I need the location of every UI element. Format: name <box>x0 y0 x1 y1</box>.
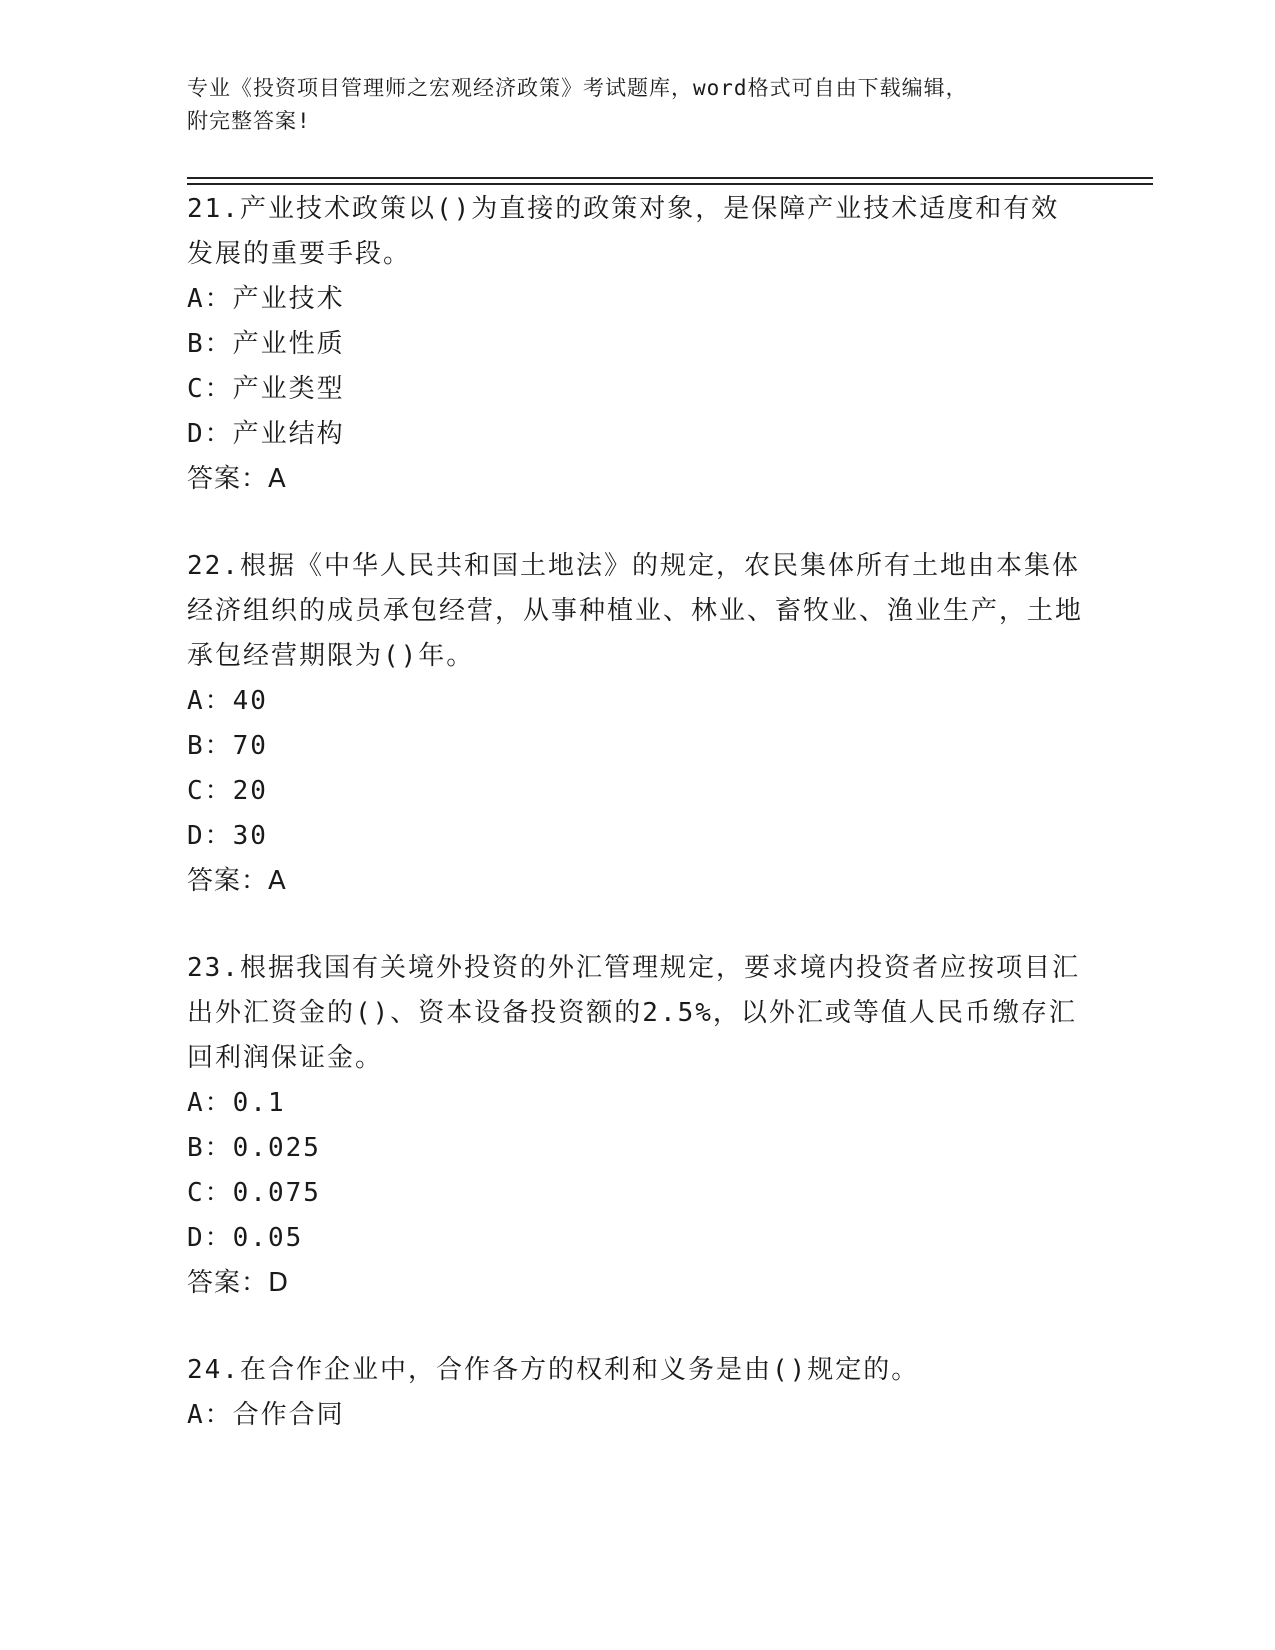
option-a: A：40 <box>187 686 268 716</box>
header-divider-bottom <box>187 183 1153 185</box>
option-a: A：0.1 <box>187 1088 286 1118</box>
option-c: C：0.075 <box>187 1178 321 1208</box>
answer-label: 答案：A <box>187 464 287 494</box>
question-stem: 21.产业技术政策以()为直接的政策对象，是保障产业技术适度和有效发展的重要手段。 <box>187 194 1060 269</box>
answer-label: 答案：D <box>187 1268 290 1298</box>
document-header <box>187 72 1067 138</box>
question-24 <box>187 1348 1087 1438</box>
option-b: B：0.025 <box>187 1133 321 1163</box>
question-21 <box>187 187 1087 502</box>
option-c: C：20 <box>187 776 268 806</box>
option-a: A：产业技术 <box>187 284 345 314</box>
question-stem: 24.在合作企业中，合作各方的权利和义务是由()规定的。 <box>187 1355 920 1385</box>
option-d: D：30 <box>187 821 268 851</box>
header-line-1: 专业《投资项目管理师之宏观经济政策》考试题库，word格式可自由下载编辑， <box>187 76 968 100</box>
option-a: A：合作合同 <box>187 1400 345 1430</box>
option-d: D：产业结构 <box>187 419 345 449</box>
header-line-2: 附完整答案! <box>187 109 311 133</box>
question-stem: 22.根据《中华人民共和国土地法》的规定，农民集体所有土地由本集体经济组织的成员承包经营，从事种植业、林业、畜牧业、渔业生产，土地承包经营期限为()年。 <box>187 551 1084 671</box>
question-list <box>187 187 1087 1480</box>
question-22 <box>187 544 1087 904</box>
option-b: B：产业性质 <box>187 329 345 359</box>
answer-label: 答案：A <box>187 866 287 896</box>
header-divider-top <box>187 177 1153 179</box>
question-23 <box>187 946 1087 1306</box>
option-b: B：70 <box>187 731 268 761</box>
question-stem: 23.根据我国有关境外投资的外汇管理规定，要求境内投资者应按项目汇出外汇资金的()、资本设备投资额的2.5%，以外汇或等值人民币缴存汇回利润保证金。 <box>187 953 1080 1073</box>
option-c: C：产业类型 <box>187 374 345 404</box>
option-d: D：0.05 <box>187 1223 304 1253</box>
